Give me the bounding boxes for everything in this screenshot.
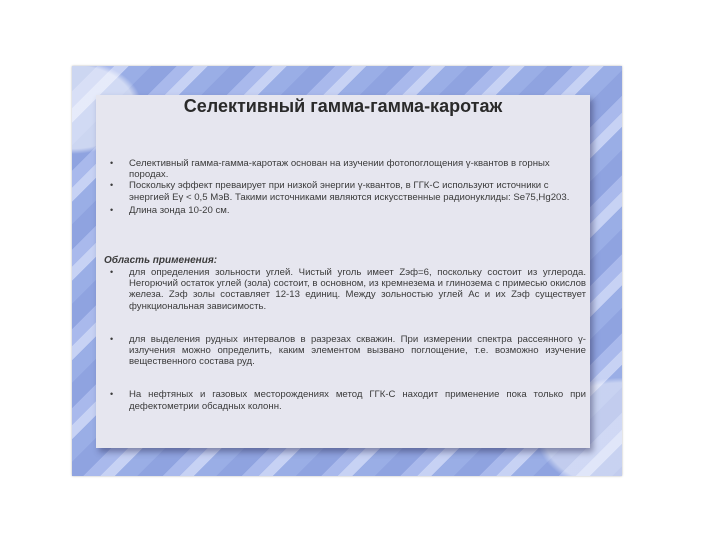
applications-list [96, 267, 590, 412]
list-item-text: для выделения рудных интервалов в разрезах скважин. При измерении спектра рассеянного γ-излучения можно определить, каким элементом вызвано поглощение, т.е. возможно изучение вещественного состава руд. [129, 333, 586, 368]
list-item [96, 158, 590, 180]
bullet-icon: • [110, 180, 114, 191]
list-item [96, 205, 590, 216]
list-item-text: для определения зольности углей. Чистый уголь имеет Zэф=6, поскольку состоит из углерода. Негорючий остаток углей (зола) состоит, в основном, из кремнезема и глинозема с примесью окислов железа. Zэф золы составляет 12-13 единиц. Между зольностью углей Ас и их Zэф существует функциональная зависимость. [129, 267, 586, 312]
list-item-text: Селективный гамма-гамма-каротаж основан на изучении фотопоглощения γ-квантов в горных породах. [129, 158, 550, 181]
bullet-icon: • [110, 333, 114, 344]
list-item [96, 389, 590, 411]
list-item [96, 267, 590, 312]
list-item-text: Поскольку эффект преваирует при низкой энергии γ-квантов, в ГГК-С используют источники с энергией Eγ < 0,5 МэВ. Такими источниками являются искусственные радионуклиды: Se75,Hg203. [129, 180, 570, 203]
section-heading: Область применения: [104, 255, 218, 266]
list-item [96, 180, 590, 202]
list-item-text: Длина зонда 10-20 см. [129, 204, 230, 216]
bullet-icon: • [110, 267, 114, 277]
list-item [96, 334, 590, 368]
bullet-icon: • [110, 389, 114, 400]
intro-list [96, 158, 590, 216]
bullet-icon: • [110, 158, 114, 168]
bullet-icon: • [110, 204, 114, 215]
slide-title: Селективный гамма-гамма-каротаж [183, 96, 503, 116]
list-item-text: На нефтяных и газовых месторождениях метод ГГК-С находит применение пока только при дефектометрии обсадных колонн. [129, 389, 586, 412]
slide-frame [72, 66, 622, 476]
content-panel [96, 95, 590, 448]
